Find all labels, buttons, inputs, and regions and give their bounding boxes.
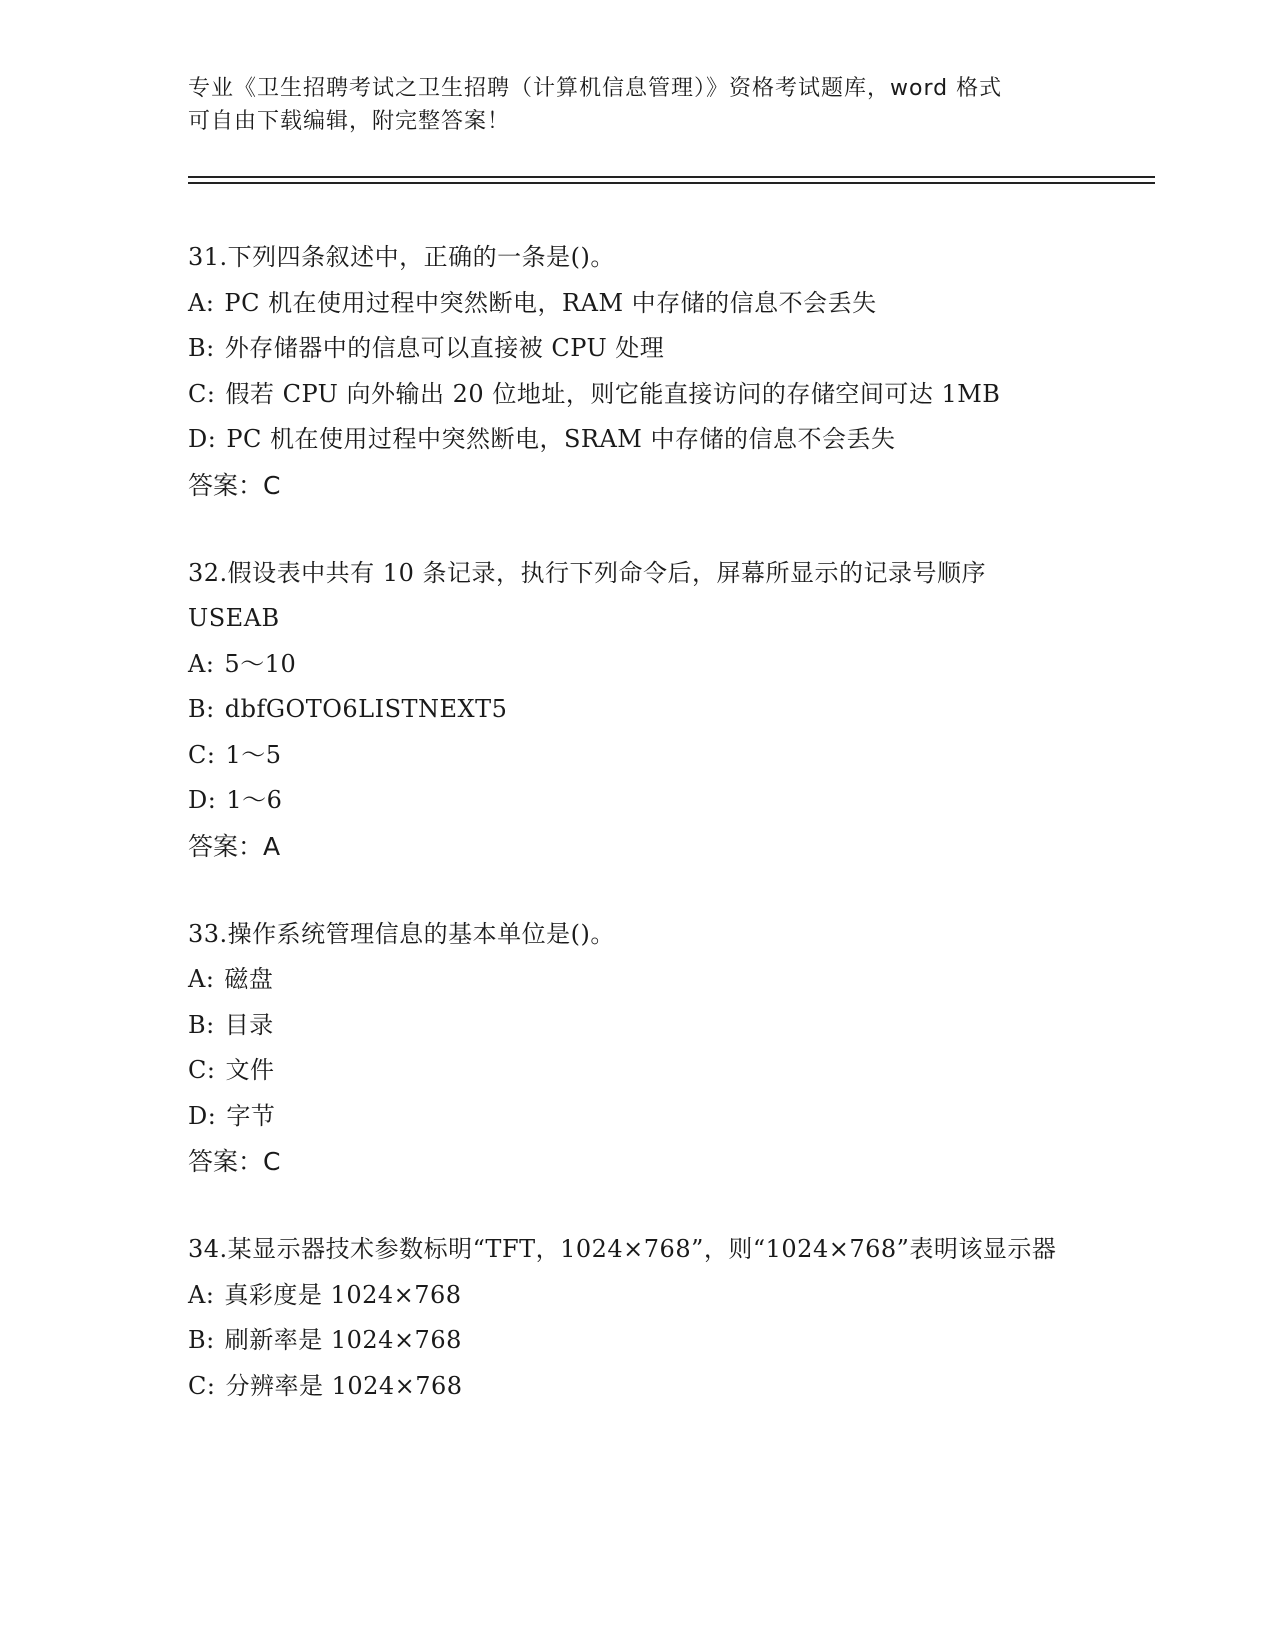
option-d [188,417,1188,463]
option-d [188,1094,1188,1140]
option-text: 1～6 [226,786,283,814]
option-c [188,1048,1188,1094]
option-letter: A: [188,965,215,993]
header-line-2: 可自由下载编辑，附完整答案！ [188,109,511,134]
option-b [188,687,1188,733]
option-text: PC 机在使用过程中突然断电，SRAM 中存储的信息不会丢失 [226,425,896,453]
question-text: 34.某显示器技术参数标明“TFT，1024×768”，则“1024×768”表明该显示器 [188,1235,1057,1263]
option-letter: A: [188,649,215,678]
header-divider-top [188,176,1155,178]
option-letter: B: [188,695,215,723]
option-text: 文件 [225,1056,275,1084]
option-c [188,1364,1188,1410]
option-letter: B: [188,334,215,362]
option-text: 真彩度是 1024×768 [224,1280,462,1309]
option-letter: D: [188,1101,217,1130]
option-b [188,1003,1188,1049]
option-letter: D: [188,786,217,814]
option-letter: B: [188,1326,215,1354]
option-text: 外存储器中的信息可以直接被 CPU 处理 [224,334,665,362]
question-text: 32.假设表中共有 10 条记录，执行下列命令后，屏幕所显示的记录号顺序 USEAB [188,558,986,632]
option-text: dbfGOTO6LISTNEXT5 [224,695,508,723]
document-header [188,72,1088,138]
answer-line: 答案：A [188,831,281,861]
question-31 [188,235,1188,509]
option-letter: C: [188,1056,216,1084]
header-divider-bottom [188,182,1155,184]
question-32 [188,551,1188,870]
option-b [188,1318,1188,1364]
question-34 [188,1227,1188,1409]
option-a [188,281,1188,327]
option-text: 目录 [224,1010,274,1039]
option-c [188,733,1188,779]
question-text: 33.操作系统管理信息的基本单位是()。 [188,919,615,948]
option-text: 假若 CPU 向外输出 20 位地址，则它能直接访问的存储空间可达 1MB [225,379,1001,408]
option-b [188,326,1188,372]
question-33 [188,912,1188,1186]
option-c [188,372,1188,418]
option-letter: B: [188,1010,215,1039]
option-text: 5～10 [224,649,297,678]
option-letter: C: [188,740,216,769]
option-letter: A: [188,1280,215,1309]
question-text: 31.下列四条叙述中，正确的一条是()。 [188,243,615,271]
answer-line: 答案：C [188,1147,281,1176]
question-list [188,235,1188,1451]
header-line-1: 专业《卫生招聘考试之卫生招聘（计算机信息管理）》资格考试题库，word 格式 [188,76,1003,101]
option-letter: D: [188,425,217,453]
option-letter: C: [188,379,216,408]
option-text: 刷新率是 1024×768 [224,1326,462,1354]
option-text: 磁盘 [224,965,274,993]
option-d [188,778,1188,824]
answer-line: 答案：C [188,470,281,500]
option-text: 1～5 [225,740,282,769]
option-a [188,957,1188,1003]
option-text: PC 机在使用过程中突然断电，RAM 中存储的信息不会丢失 [224,288,877,317]
option-a [188,642,1188,688]
option-letter: A: [188,288,215,317]
option-text: 分辨率是 1024×768 [225,1371,463,1400]
option-a [188,1273,1188,1319]
option-text: 字节 [226,1101,276,1130]
option-letter: C: [188,1371,216,1400]
